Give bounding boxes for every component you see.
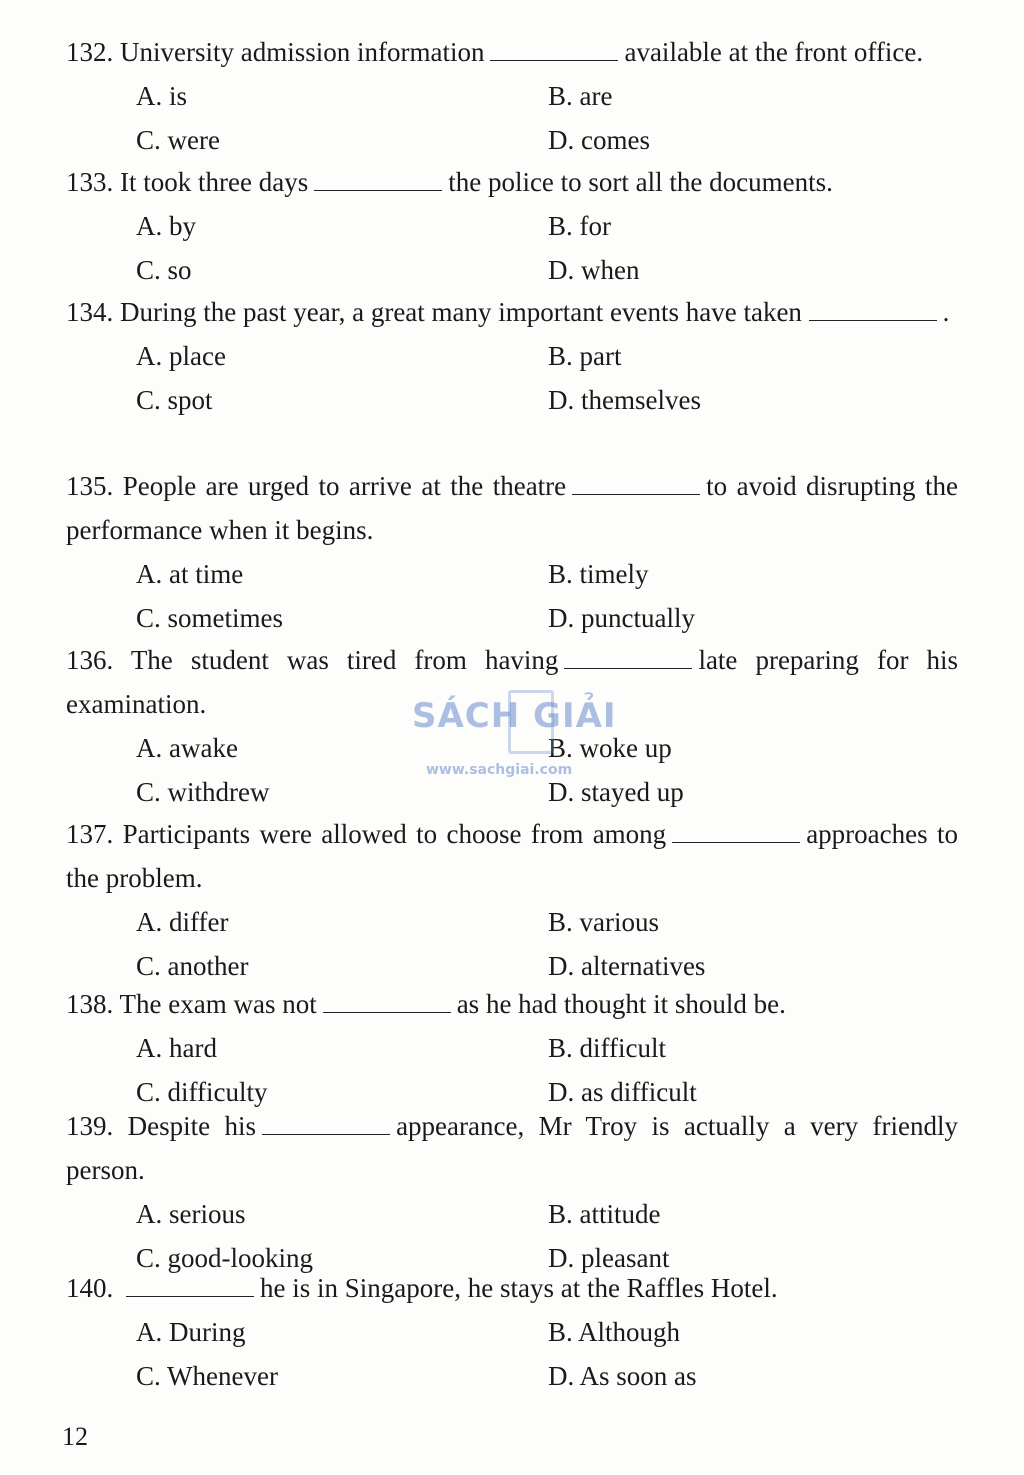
question-stem [66, 160, 958, 204]
question-text-after: available at the front office. [624, 37, 924, 67]
option-c: C. sometimes [136, 603, 283, 633]
option-d: D. As soon as [548, 1361, 697, 1391]
answer-options [136, 900, 958, 988]
question-text-after: late preparing for his examination. [66, 645, 958, 719]
question-137 [66, 812, 958, 988]
question-stem [66, 982, 958, 1026]
question-text-before: It took three days [120, 167, 309, 197]
question-number: 139. [66, 1111, 114, 1141]
answer-blank [572, 472, 700, 495]
answer-blank [262, 1112, 390, 1135]
question-stem [66, 464, 958, 552]
option-b: B. for [548, 211, 611, 241]
option-c: C. Whenever [136, 1361, 278, 1391]
question-text-after: approaches to the problem. [66, 819, 958, 893]
option-c: C. so [136, 255, 192, 285]
answer-options [136, 74, 958, 162]
option-d: D. as difficult [548, 1077, 697, 1107]
option-d: D. comes [548, 125, 650, 155]
option-a: A. differ [136, 907, 229, 937]
question-number: 135. [66, 471, 114, 501]
question-stem [66, 30, 958, 74]
question-text-before: The exam was not [119, 989, 317, 1019]
question-133 [66, 160, 958, 292]
option-a: A. by [136, 211, 196, 241]
question-text-after: . [942, 297, 950, 327]
question-stem [66, 638, 958, 726]
answer-options [136, 1310, 958, 1398]
question-stem [66, 812, 958, 900]
question-132 [66, 30, 958, 162]
question-text-before: Participants were allowed to choose from among [122, 819, 667, 849]
watermark-url: www.sachgiai.com [426, 762, 573, 778]
question-text-before: University admission information [120, 37, 485, 67]
option-b: B. timely [548, 559, 649, 589]
option-b: B. various [548, 907, 659, 937]
answer-options [136, 552, 958, 640]
option-b: B. attitude [548, 1199, 661, 1229]
option-a: A. hard [136, 1033, 217, 1063]
option-c: C. spot [136, 385, 213, 415]
question-number: 134. [66, 297, 114, 327]
page-number: 12 [62, 1422, 88, 1451]
answer-blank [314, 168, 442, 191]
option-d: D. punctually [548, 603, 695, 633]
option-c: C. good-looking [136, 1243, 314, 1273]
question-number: 133. [66, 167, 114, 197]
option-c: C. difficulty [136, 1077, 268, 1107]
answer-options [136, 334, 958, 422]
option-a: A. place [136, 341, 226, 371]
option-a: A. awake [136, 733, 238, 763]
option-b: B. part [548, 341, 622, 371]
option-a: A. serious [136, 1199, 246, 1229]
answer-blank [490, 38, 618, 61]
question-text-after: to avoid disrupting the performance when it begins. [66, 471, 958, 545]
answer-options [136, 726, 958, 814]
question-138 [66, 982, 958, 1114]
question-136 [66, 638, 958, 814]
question-135 [66, 464, 958, 640]
question-text-before: People are urged to arrive at the theatre [122, 471, 567, 501]
option-d: D. themselves [548, 385, 701, 415]
question-139 [66, 1104, 958, 1280]
question-140 [66, 1266, 958, 1398]
question-stem [66, 1104, 958, 1192]
answer-blank [323, 990, 451, 1013]
question-number: 140. [66, 1273, 114, 1303]
question-number: 137. [66, 819, 114, 849]
option-a: A. is [136, 81, 188, 111]
question-text-before: During the past year, a great many important events have taken [120, 297, 802, 327]
question-number: 136. [66, 645, 114, 675]
answer-options [136, 1026, 958, 1114]
question-stem [66, 290, 958, 334]
option-d: D. pleasant [548, 1243, 670, 1273]
question-stem [66, 1266, 958, 1310]
answer-blank [564, 646, 692, 669]
option-d: D. stayed up [548, 777, 684, 807]
option-b: B. Although [548, 1317, 681, 1347]
answer-blank [672, 820, 800, 843]
question-134 [66, 290, 958, 422]
option-b: B. difficult [548, 1033, 666, 1063]
answer-blank [126, 1274, 254, 1297]
watermark-brand: SÁCH GIẢI [412, 696, 617, 736]
option-c: C. withdrew [136, 777, 270, 807]
answer-options [136, 204, 958, 292]
option-d: D. when [548, 255, 640, 285]
option-b: B. woke up [548, 733, 672, 763]
question-text-after: appearance, Mr Troy is actually a very friendly person. [66, 1111, 958, 1185]
option-b: B. are [548, 81, 613, 111]
question-text-after: as he had thought it should be. [456, 989, 786, 1019]
question-text-after: the police to sort all the documents. [448, 167, 833, 197]
question-text-after: he is in Singapore, he stays at the Raffles Hotel. [260, 1273, 778, 1303]
question-number: 132. [66, 37, 114, 67]
option-d: D. alternatives [548, 951, 706, 981]
answer-blank [809, 298, 937, 321]
option-a: A. During [136, 1317, 246, 1347]
option-c: C. another [136, 951, 249, 981]
question-number: 138. [66, 989, 114, 1019]
question-text-before: The student was tired from having [130, 645, 559, 675]
option-a: A. at time [136, 559, 244, 589]
question-text-before: Despite his [127, 1111, 257, 1141]
option-c: C. were [136, 125, 220, 155]
